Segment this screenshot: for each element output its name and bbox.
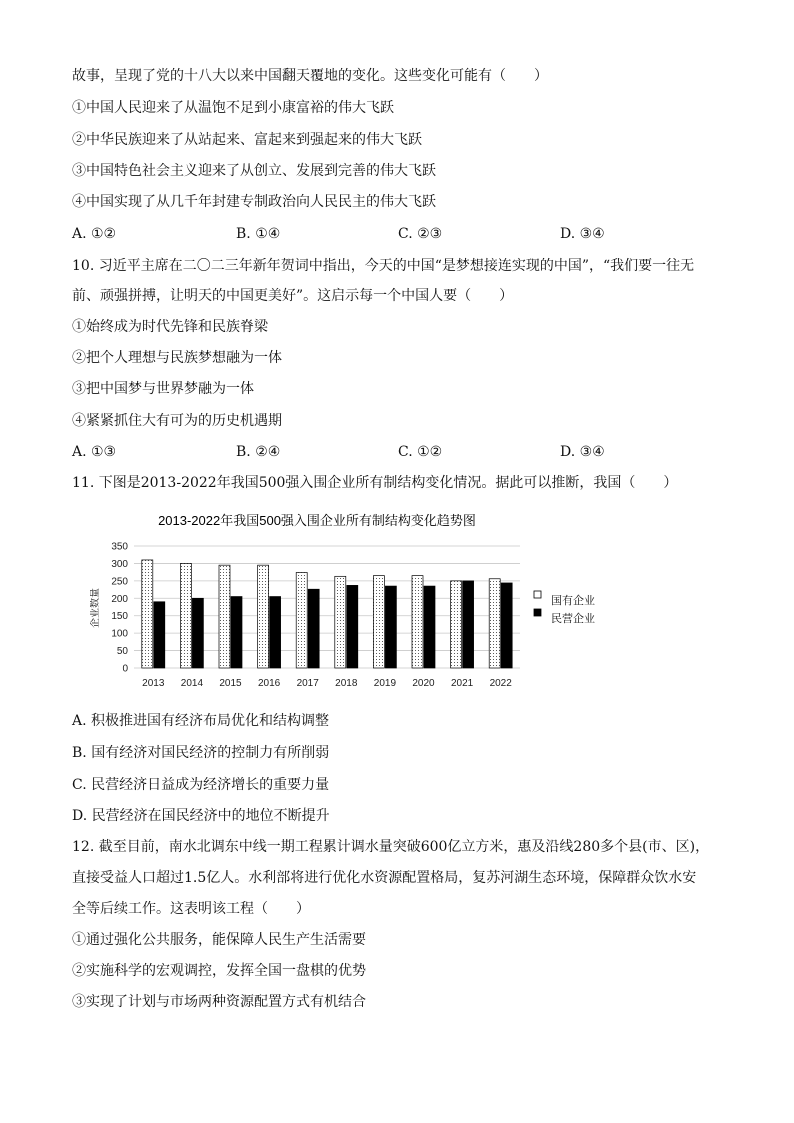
- q9-item-1: ①中国人民迎来了从温饱不足到小康富裕的伟大飞跃: [72, 100, 394, 116]
- q12-item-2: ②实施科学的宏观调控，发挥全国一盘棋的优势: [72, 963, 366, 979]
- chart-y-tick-label: 250: [111, 576, 128, 588]
- chart-y-tick-label: 350: [111, 541, 128, 553]
- q9-option-d[interactable]: D. ③④: [560, 226, 605, 242]
- chart-bar-state-owned: [335, 576, 346, 668]
- q11-option-a[interactable]: A. 积极推进国有经济布局优化和结构调整: [72, 713, 330, 729]
- chart-legend: [534, 591, 541, 616]
- chart-bar-private: [463, 581, 474, 668]
- chart-x-tick-label: 2017: [296, 678, 319, 689]
- chart-legend-item-state-owned: [547, 594, 595, 612]
- chart-bar-private: [154, 602, 165, 668]
- q12-item-1: ①通过强化公共服务，能保障人民生产生活需要: [72, 932, 366, 948]
- chart-bar-state-owned: [489, 579, 500, 668]
- chart-y-tick-label: 150: [111, 611, 128, 623]
- chart-bar-private: [192, 598, 203, 668]
- chart-y-tick-label: 300: [111, 558, 128, 570]
- chart-x-tick-label: 2013: [142, 678, 165, 689]
- q11-option-c[interactable]: C. 民营经济日益成为经济增长的重要力量: [72, 777, 330, 793]
- chart-y-tick-label: 0: [122, 663, 128, 675]
- chart-bar-state-owned: [219, 565, 230, 668]
- q10-item-2: ②把个人理想与民族梦想融为一体: [72, 350, 282, 366]
- chart-bar-private: [270, 597, 281, 668]
- chart-bar-private: [347, 585, 358, 668]
- chart-bar-state-owned: [180, 563, 191, 668]
- q12-stem-line-1: 12. 截至目前，南水北调东中线一期工程累计调水量突破600亿立方米，惠及沿线280多个县(市、区)，: [72, 839, 710, 855]
- chart-x-tick-label: 2020: [412, 678, 435, 689]
- chart-x-tick-label: 2015: [219, 678, 242, 689]
- q12-stem-line-3: 全等后续工作。这表明该工程（ ）: [72, 901, 310, 917]
- q10-stem-line-1: 10. 习近平主席在二〇二三年新年贺词中指出，今天的中国“是梦想接连实现的中国”，“我们要一往无: [72, 258, 695, 274]
- chart-bar-state-owned: [296, 572, 307, 668]
- chart-legend-item-private: [547, 612, 595, 630]
- q10-option-a[interactable]: A. ①③: [72, 444, 117, 460]
- chart-bars: [142, 560, 512, 668]
- chart-legend-swatch: [534, 609, 541, 616]
- q10-option-b[interactable]: B. ②④: [236, 444, 281, 460]
- chart-y-tick-label: 50: [116, 646, 128, 658]
- chart-x-ticks: [142, 678, 512, 689]
- q10-item-3: ③把中国梦与世界梦融为一体: [72, 381, 254, 397]
- q12-item-3: ③实现了计划与市场两种资源配置方式有机结合: [72, 994, 366, 1010]
- q9-item-3: ③中国特色社会主义迎来了从创立、发展到完善的伟大飞跃: [72, 163, 436, 179]
- q11-stem: 11. 下图是2013-2022年我国500强入围企业所有制结构变化情况。据此可以推断，我国（ ）: [72, 475, 678, 491]
- chart-x-tick-label: 2018: [335, 678, 358, 689]
- q10-item-1: ①始终成为时代先锋和民族脊梁: [72, 319, 268, 335]
- chart-y-tick-label: 100: [111, 628, 128, 640]
- chart-bar-private: [501, 583, 512, 668]
- q10-stem-line-2: 前、顽强拼搏，让明天的中国更美好”。这启示每一个中国人要（ ）: [72, 288, 514, 304]
- chart-x-tick-label: 2019: [373, 678, 397, 689]
- q10-option-d[interactable]: D. ③④: [560, 444, 605, 460]
- q11-chart-svg: [90, 508, 550, 698]
- q9-stem: 故事，呈现了党的十八大以来中国翻天覆地的变化。这些变化可能有（ ）: [72, 68, 548, 84]
- chart-legend-labels: [547, 594, 595, 630]
- chart-legend-swatch: [534, 591, 541, 598]
- q11-option-d[interactable]: D. 民营经济在国民经济中的地位不断提升: [72, 808, 330, 824]
- chart-bar-state-owned: [258, 565, 269, 668]
- chart-y-ticks: [111, 542, 128, 675]
- chart-x-tick-label: 2016: [257, 678, 281, 689]
- chart-x-tick-label: 2014: [180, 678, 204, 689]
- q11-chart: [90, 508, 550, 698]
- chart-bar-state-owned: [142, 560, 153, 668]
- q9-option-b[interactable]: B. ①④: [236, 226, 281, 242]
- q11-option-b[interactable]: B. 国有经济对国民经济的控制力有所削弱: [72, 745, 330, 761]
- q9-option-a[interactable]: A. ①②: [72, 226, 117, 242]
- chart-legend-label: 国有企业: [551, 594, 595, 607]
- chart-grid: [134, 546, 520, 668]
- chart-bar-private: [424, 586, 435, 668]
- chart-bar-private: [308, 589, 319, 668]
- q10-item-4: ④紧紧抓住大有可为的历史机遇期: [72, 413, 282, 429]
- chart-bar-state-owned: [451, 581, 462, 668]
- chart-y-axis-label: 企业数量: [90, 588, 101, 628]
- chart-title: 2013-2022年我国500强入围企业所有制结构变化趋势图: [158, 513, 476, 528]
- chart-y-tick-label: 200: [111, 593, 128, 605]
- chart-legend-label: 民营企业: [551, 612, 595, 625]
- q10-option-c[interactable]: C. ①②: [398, 444, 443, 460]
- q9-option-c[interactable]: C. ②③: [398, 226, 443, 242]
- q12-stem-line-2: 直接受益人口超过1.5亿人。水利部将进行优化水资源配置格局，复苏河湖生态环境，保障群众饮水安: [72, 870, 697, 886]
- chart-bar-private: [385, 586, 396, 668]
- chart-x-tick-label: 2022: [489, 678, 512, 689]
- chart-x-tick-label: 2021: [450, 678, 474, 689]
- chart-bar-state-owned: [412, 576, 423, 668]
- q9-item-2: ②中华民族迎来了从站起来、富起来到强起来的伟大飞跃: [72, 132, 422, 148]
- chart-bar-state-owned: [373, 576, 384, 668]
- chart-bar-private: [231, 597, 242, 668]
- q9-item-4: ④中国实现了从几千年封建专制政治向人民民主的伟大飞跃: [72, 194, 436, 210]
